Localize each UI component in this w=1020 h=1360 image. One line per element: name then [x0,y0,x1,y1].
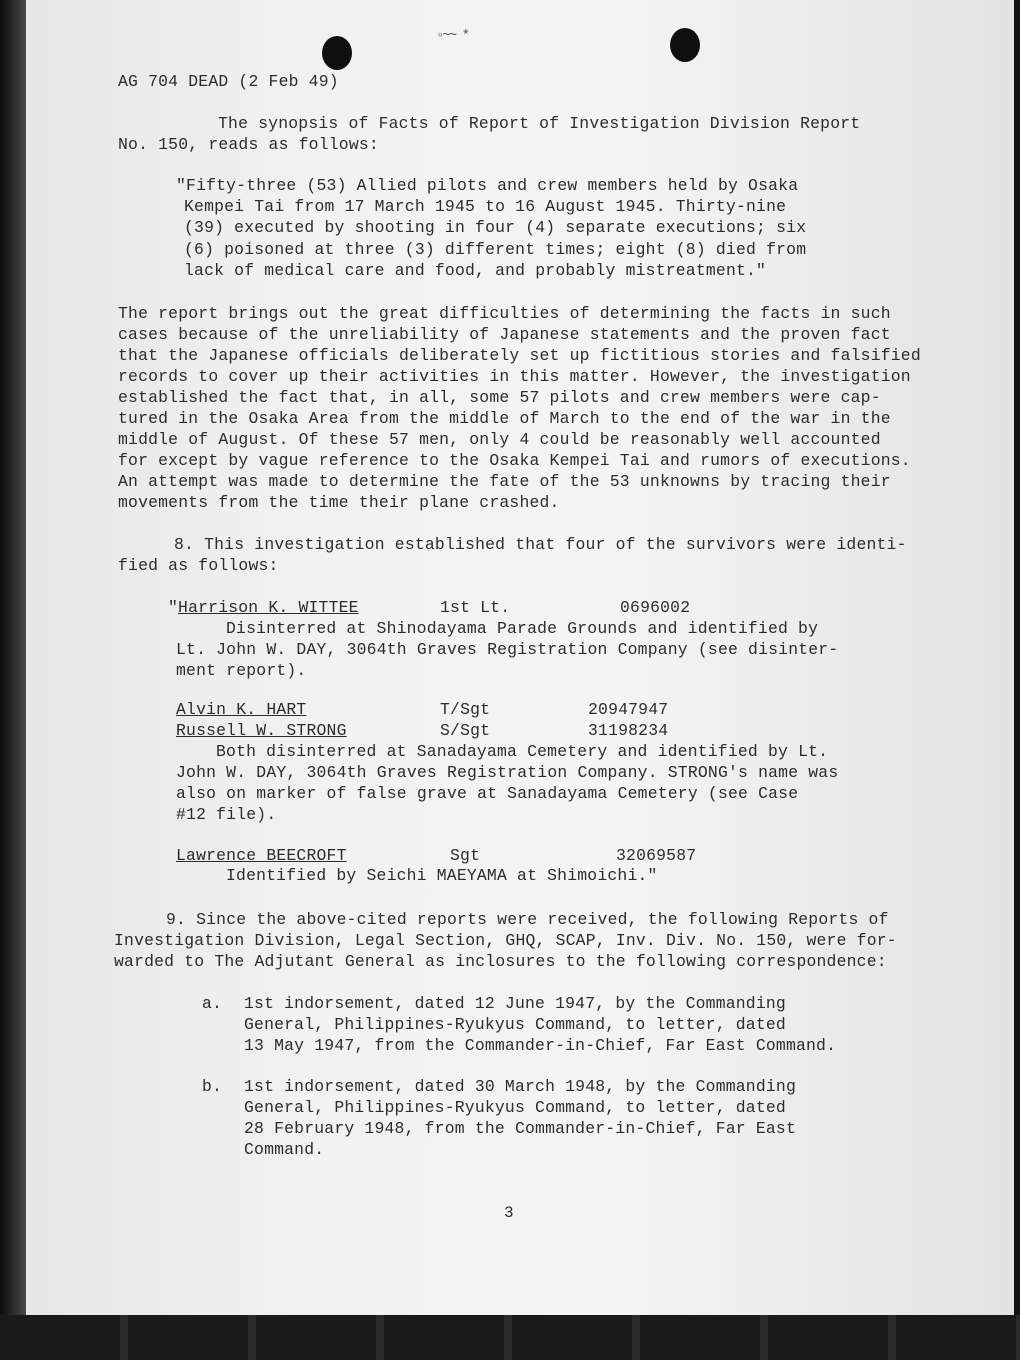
item-line: General, Philippines-Ryukyus Command, to letter, dated [244,1098,786,1117]
body-line: established the fact that, in all, some 57 pilots and crew members were cap- [118,388,881,407]
para9-line: warded to The Adjutant General as inclosures to the following correspondence: [114,952,887,971]
quote-line: "Fifty-three (53) Allied pilots and crew members held by Osaka [176,176,799,195]
item-letter: a. [202,994,223,1013]
item-line: Command. [244,1140,325,1159]
survivor-note: John W. DAY, 3064th Graves Registration Company. STRONG's name was [176,763,839,782]
survivor-serial: 20947947 [588,700,669,719]
survivor-note: #12 file). [176,805,277,824]
page-number: 3 [504,1204,514,1222]
survivor-note: Identified by Seichi MAEYAMA at Shimoichi." [226,866,658,885]
item-line: 13 May 1947, from the Commander-in-Chief, Far East Command. [244,1036,837,1055]
quote-line: (6) poisoned at three (3) different times; eight (8) died from [184,240,807,259]
body-line: cases because of the unreliability of Japanese statements and the proven fact [118,325,891,344]
item-line: 1st indorsement, dated 30 March 1948, by the Commanding [244,1077,796,1096]
survivor-note: also on marker of false grave at Sanadayama Cemetery (see Case [176,784,799,803]
quote-line: Kempei Tai from 17 March 1945 to 16 August 1945. Thirty-nine [184,197,787,216]
item-line: 28 February 1948, from the Commander-in-Chief, Far East [244,1119,796,1138]
punch-hole-left [322,36,352,70]
survivor-serial: 0696002 [620,598,691,617]
quote-line: (39) executed by shooting in four (4) separate executions; six [184,218,807,237]
quote-line: lack of medical care and food, and probably mistreatment." [184,261,767,280]
survivor-name: Lawrence BEECROFT [176,846,347,865]
body-line: movements from the time their plane crashed. [118,493,560,512]
intro-line: No. 150, reads as follows: [118,135,379,154]
body-line: that the Japanese officials deliberately set up fictitious stories and falsified [118,346,921,365]
item-letter: b. [202,1077,223,1096]
survivor-note: Lt. John W. DAY, 3064th Graves Registration Company (see disinter- [176,640,839,659]
survivor-name: Harrison K. WITTEE [178,598,359,617]
punch-hole-right [670,28,700,62]
survivor-rank: S/Sgt [440,721,491,740]
survivor-rank: Sgt [450,846,481,865]
survivor-note: ment report). [176,661,307,680]
file-reference: AG 704 DEAD (2 Feb 49) [118,72,339,91]
survivor-name: Alvin K. HART [176,700,307,719]
body-line: tured in the Osaka Area from the middle of March to the end of the war in the [118,409,891,428]
handwritten-mark: ◦~~ * [436,28,469,44]
para9-line: 9. Since the above-cited reports were received, the following Reports of [166,910,889,929]
item-line: General, Philippines-Ryukyus Command, to letter, dated [244,1015,786,1034]
item-line: 1st indorsement, dated 12 June 1947, by the Commanding [244,994,786,1013]
survivor-serial: 32069587 [616,846,697,865]
survivor-row [168,598,359,619]
survivor-name: Russell W. STRONG [176,721,347,740]
survivor-rank: T/Sgt [440,700,491,719]
para9-line: Investigation Division, Legal Section, GHQ, SCAP, Inv. Div. No. 150, were for- [114,931,897,950]
scan-left-shadow [0,0,26,1315]
body-line: for except by vague reference to the Osaka Kempei Tai and rumors of executions. [118,451,911,470]
body-line: An attempt was made to determine the fate of the 53 unknowns by tracing their [118,472,891,491]
body-line: The report brings out the great difficulties of determining the facts in such [118,304,891,323]
para8-line: 8. This investigation established that four of the survivors were identi- [174,535,907,554]
survivor-note: Both disinterred at Sanadayama Cemetery and identified by Lt. [216,742,829,761]
survivor-rank: 1st Lt. [440,598,511,617]
document-page [26,0,1014,1315]
quote-mark: " [168,598,179,617]
body-line: records to cover up their activities in this matter. However, the investigation [118,367,911,386]
scan-background-floor [0,1315,1020,1360]
para8-line: fied as follows: [118,556,279,575]
intro-line: The synopsis of Facts of Report of Investigation Division Report [218,114,861,133]
survivor-note: Disinterred at Shinodayama Parade Grounds and identified by [226,619,819,638]
survivor-serial: 31198234 [588,721,669,740]
body-line: middle of August. Of these 57 men, only 4 could be reasonably well accounted [118,430,881,449]
